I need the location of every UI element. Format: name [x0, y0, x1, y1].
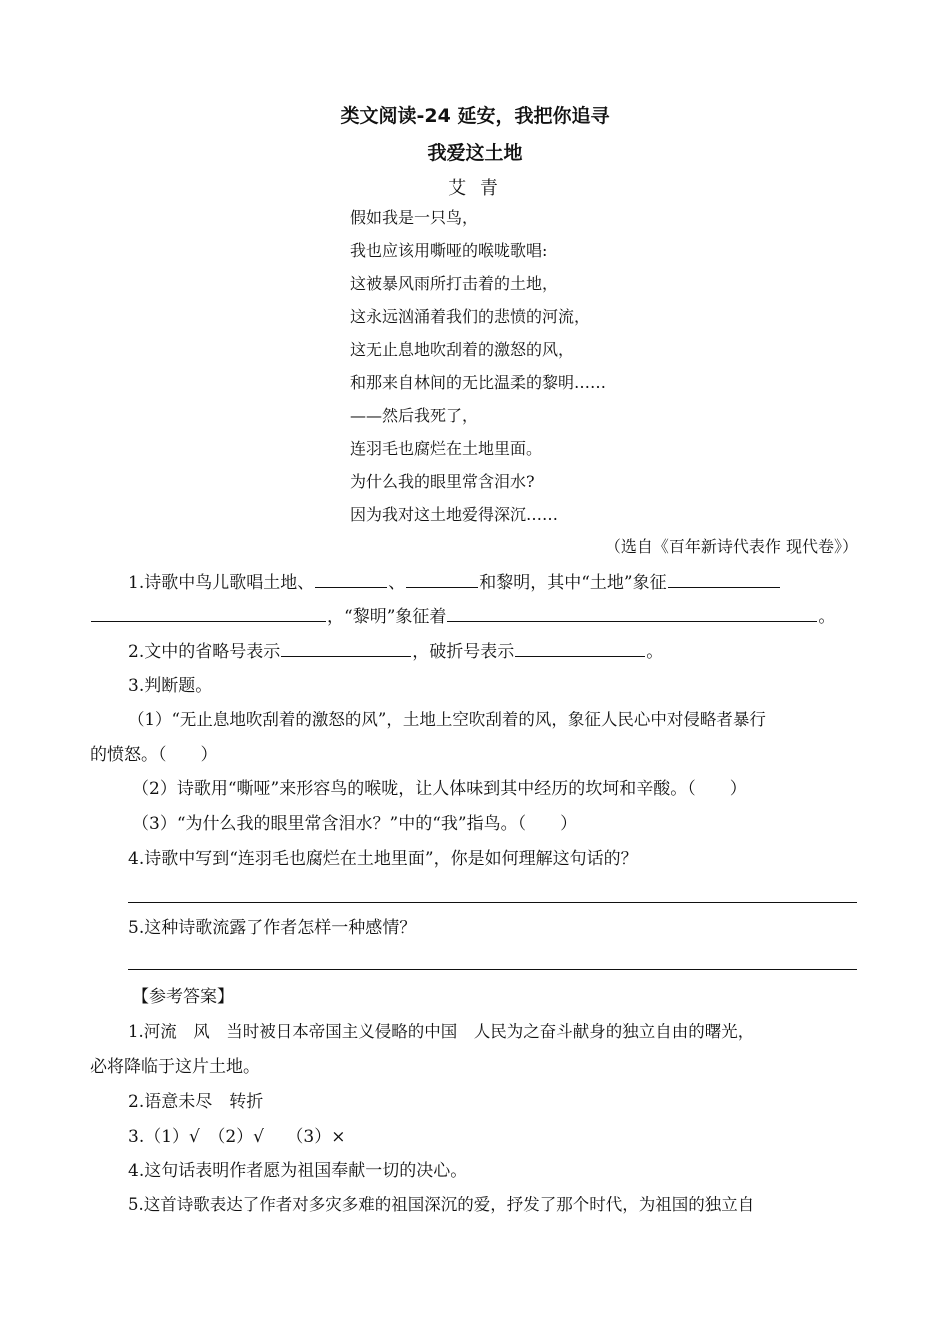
answer-line[interactable] [128, 969, 857, 970]
answer-1-line1: 1.河流 风 当时被日本帝国主义侵略的中国 人民为之奋斗献身的独立自由的曙光， [128, 1022, 755, 1041]
poem-line: ——然后我死了， [350, 406, 479, 425]
answers-heading: 【参考答案】 [132, 987, 234, 1007]
question-5: 5.这种诗歌流露了作者怎样一种感情？ [128, 918, 417, 938]
answer-1-line2: 必将降临于这片土地。 [90, 1057, 260, 1077]
poem-author: 艾 青 [448, 178, 502, 199]
question-2: 2.文中的省略号表示 ，破折号表示 。 [128, 642, 664, 662]
question-3-1-line2: 的愤怒。（ ） [90, 745, 218, 765]
answer-blank[interactable] [315, 571, 387, 588]
poem-line: 因为我对这土地爱得深沉…… [350, 505, 559, 524]
answer-blank[interactable] [91, 605, 326, 622]
poem-line: 假如我是一只鸟， [350, 208, 479, 227]
answer-blank[interactable] [668, 571, 780, 588]
question-3: 3.判断题。 [128, 676, 213, 696]
question-4: 4.诗歌中写到“连羽毛也腐烂在土地里面”，你是如何理解这句话的？ [128, 849, 638, 869]
question-3-2: （2）诗歌用“嘶哑”来形容鸟的喉咙，让人体味到其中经历的坎坷和辛酸。（ ） [132, 779, 747, 799]
answer-line[interactable] [128, 902, 857, 903]
poem-line: 这被暴风雨所打击着的土地， [350, 274, 559, 293]
answer-blank[interactable] [281, 640, 411, 657]
question-3-3: （3）“为什么我的眼里常含泪水？”中的“我”指鸟。（ ） [132, 814, 578, 834]
answer-blank[interactable] [447, 605, 817, 622]
poem-line: 和那来自林间的无比温柔的黎明…… [350, 373, 607, 392]
poem-line: 我也应该用嘶哑的喉咙歌唱: [350, 241, 548, 260]
poem-line: 连羽毛也腐烂在土地里面。 [350, 439, 543, 458]
question-1-line2: ，“黎明”象征着 。 [90, 605, 835, 628]
answer-3: 3.（1）√ （2）√ （3）× [128, 1127, 346, 1147]
answer-5: 5.这首诗歌表达了作者对多灾多难的祖国深沉的爱，抒发了那个时代，为祖国的独立自 [128, 1195, 755, 1214]
question-3-1-line1: （1）“无止息地吹刮着的激怒的风”，土地上空吹刮着的风，象征人民心中对侵略者暴行 [128, 710, 766, 729]
poem-title: 我爱这土地 [427, 142, 523, 164]
answer-blank[interactable] [515, 640, 645, 657]
poem-source: （选自《百年新诗代表作 现代卷》） [604, 537, 858, 556]
poem-line: 这永远汹涌着我们的悲愤的河流， [350, 307, 591, 326]
poem-line: 这无止息地吹刮着的激怒的风， [350, 340, 575, 359]
main-title: 类文阅读-24 延安，我把你追寻 [340, 105, 610, 127]
answer-blank[interactable] [406, 571, 478, 588]
poem-line: 为什么我的眼里常含泪水? [350, 472, 535, 491]
answer-4: 4.这句话表明作者愿为祖国奉献一切的决心。 [128, 1161, 468, 1181]
question-1-line1: 1.诗歌中鸟儿歌唱土地、 、 和黎明，其中“土地”象征 [128, 571, 781, 594]
answer-2: 2.语意未尽 转折 [128, 1092, 264, 1112]
